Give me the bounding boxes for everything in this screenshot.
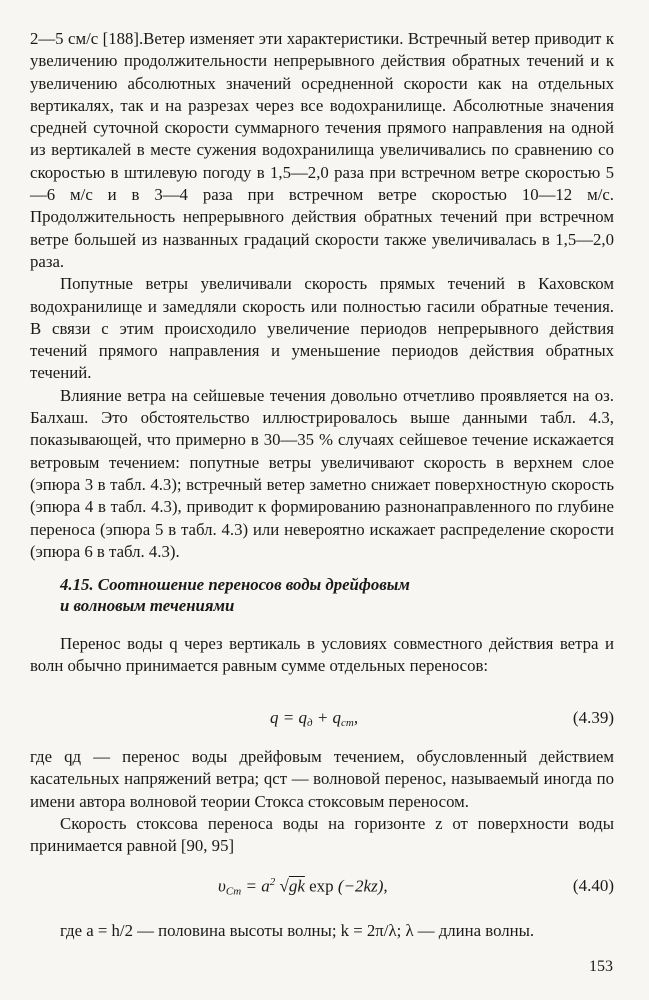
body-text-bottom (30, 920, 614, 942)
body-text-intro (30, 633, 614, 678)
equation-expression: $q = q_д + q_{ст}$, (270, 708, 359, 729)
body-text-top (30, 28, 614, 563)
body-text-middle (30, 746, 614, 857)
paragraph: Попутные ветры увеличивали скорость прямых течений в Каховском водохранилище и замедляли скорость или полностью гасили обратные течения. В связи с этим происходило увеличение периодов непрерывного действия течений прямого направления и уменьшение периодов действия обратных течений. (30, 274, 614, 383)
equation-number: (4.40) (572, 876, 614, 895)
equation-4-40 (30, 876, 614, 900)
paragraph: где a = h/2 — половина высоты волны; k = 2π/λ; λ — длина волны. (60, 921, 535, 940)
paragraph: где qд — перенос воды дрейфовым течением, обусловленный действием касательных напряжений ветра; qст — волновой перенос, называемый иногда по имени автора волновой теории Стокса стоксовым переносом. (30, 747, 614, 811)
page-number: 153 (589, 958, 613, 975)
section-heading-line: 4.15. Соотношение переносов воды дрейфовым (60, 575, 410, 594)
paragraph: Перенос воды q через вертикаль в условиях совместного действия ветра и волн обычно принимается равным сумме отдельных переносов: (30, 634, 614, 676)
paragraph: Влияние ветра на сейшевые течения довольно отчетливо проявляется на оз. Балхаш. Это обстоятельство иллюстрировалось выше данными табл. 4.3, показывающей, что примерно в 30—35 % случаях сейшевое течение искажается ветровым течением: попутные ветры увеличивают скорость в верхнем слое (эпюра 3 в табл. 4.3); встречный ветер заметно снижает поверхностную скорость (эпюра 4 в табл. 4.3), приводит к формированию разнонаправленного по глубине переноса (эпюра 5 в табл. 4.3) или невероятно искажает распределение скорости (эпюра 6 в табл. 4.3). (30, 385, 614, 561)
paragraph: Скорость стоксова переноса воды на горизонте z от поверхности воды принимается равной [90, 95] (30, 813, 614, 856)
section-heading (60, 574, 600, 616)
equation-4-39 (30, 708, 614, 732)
paragraph: 2—5 см/с [188].Ветер изменяет эти характеристики. Встречный ветер приводит к увеличению продолжительности непрерывного действия обратных течений и к увеличению абсолютных значений осредненной скорости как на отдельных вертикалях, так и на разрезах через все водохранилище. Абсолютные значения средней суточной скорости суммарного течения прямого направления на одной из вертикалей в месте сужения водохранилища увеличивались по сравнению со скоростью в штилевую погоду в 1,5—2,0 раза при встречном ветре скоростью 5—6 м/с и в 3—4 раза при встречном ветре скоростью 10—12 м/с. Продолжительность непрерывного действия обратных течений при встречном ветре большей из названных градаций скорости также увеличивалась в 1,5—2,0 раза. (30, 29, 614, 271)
equation-expression: $\upsilon_{Ст} = a^2$ √gk exp (−2kz), (218, 876, 388, 898)
equation-number: (4.39) (572, 708, 614, 727)
section-heading-line: и волновым течениями (60, 596, 235, 615)
